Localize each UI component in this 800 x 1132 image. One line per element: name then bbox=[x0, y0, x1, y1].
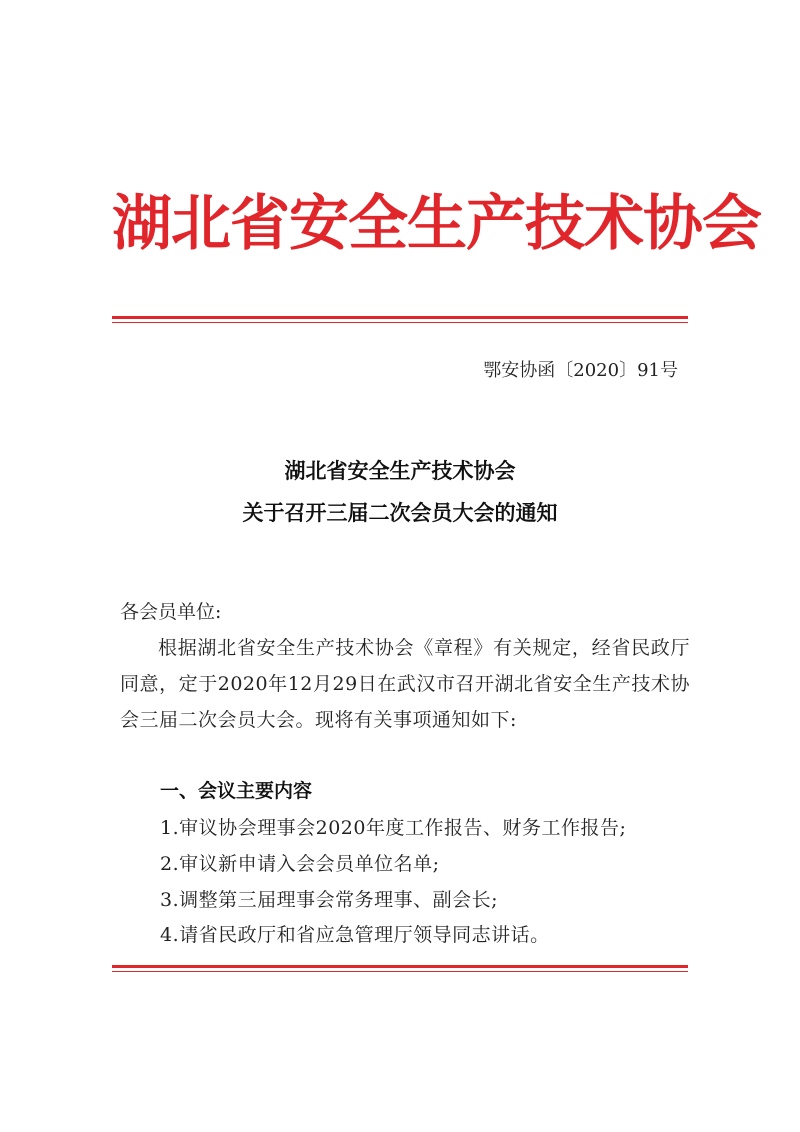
masthead-rule-thin bbox=[112, 322, 688, 323]
masthead-rule-thick bbox=[112, 316, 688, 319]
list-item: 4.请省民政厅和省应急管理厅领导同志讲话。 bbox=[160, 924, 550, 946]
section-heading: 一、会议主要内容 bbox=[160, 780, 313, 802]
list-item: 1.审议协会理事会2020年度工作报告、财务工作报告; bbox=[160, 817, 627, 839]
salutation: 各会员单位: bbox=[120, 601, 222, 623]
footer-rule-thick bbox=[112, 965, 688, 968]
list-item: 3.调整第三届理事会常务理事、副会长; bbox=[160, 889, 499, 911]
notice-title-line1: 湖北省安全生产技术协会 bbox=[284, 459, 516, 483]
footer-rule-thin bbox=[112, 971, 688, 972]
list-item: 2.审议新申请入会会员单位名单; bbox=[160, 853, 440, 875]
notice-title-line2: 关于召开三届二次会员大会的通知 bbox=[242, 501, 558, 525]
masthead-title: 湖北省安全生产技术协会 bbox=[112, 189, 761, 259]
body-paragraph: 根据湖北省安全生产技术协会《章程》有关规定，经省民政厅同意，定于2020年12月29日在武汉市召开湖北省安全生产技术协会三届二次会员大会。现将有关事项通知如下: bbox=[120, 637, 690, 731]
document-number: 鄂安协函〔2020〕91号 bbox=[483, 360, 678, 381]
